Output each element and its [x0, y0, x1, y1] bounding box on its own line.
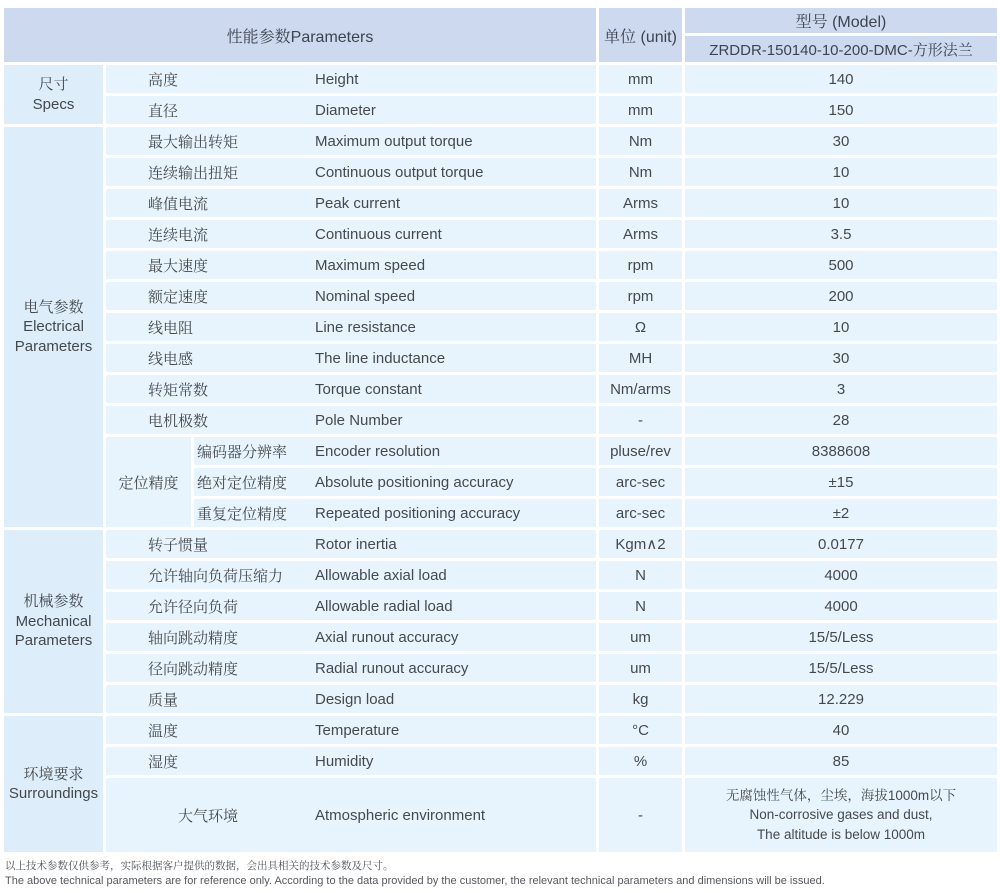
param-en: Allowable radial load: [310, 592, 596, 620]
param-zh: 大气环境: [106, 778, 310, 852]
value-cell: 15/5/Less: [685, 623, 997, 651]
param-en: Diameter: [310, 96, 596, 124]
param-zh: 电机极数: [106, 406, 310, 434]
value-cell: ±15: [685, 468, 997, 496]
param-en: Axial runout accuracy: [310, 623, 596, 651]
unit-cell: um: [599, 623, 682, 651]
category-specs: [4, 65, 103, 124]
param-en: Atmospheric environment: [310, 778, 596, 852]
param-en: Temperature: [310, 716, 596, 744]
unit-cell: N: [599, 561, 682, 589]
param-zh: 额定速度: [106, 282, 310, 310]
unit-cell: pluse/rev: [599, 437, 682, 465]
value-cell: ±2: [685, 499, 997, 527]
value-cell: [685, 778, 997, 852]
value-cell: 3: [685, 375, 997, 403]
subcategory-positioning-accuracy: 定位精度: [106, 437, 191, 527]
unit-cell: MH: [599, 344, 682, 372]
param-en: Allowable axial load: [310, 561, 596, 589]
param-zh: 绝对定位精度: [194, 468, 310, 496]
param-zh: 重复定位精度: [194, 499, 310, 527]
param-zh: 峰值电流: [106, 189, 310, 217]
param-en: Humidity: [310, 747, 596, 775]
value-cell: 200: [685, 282, 997, 310]
unit-cell: Arms: [599, 220, 682, 248]
atmos-value-line: The altitude is below 1000m: [756, 826, 926, 842]
param-zh: 高度: [106, 65, 310, 93]
value-cell: 12.229: [685, 685, 997, 713]
group-electrical: [4, 127, 997, 527]
value-cell: 10: [685, 158, 997, 186]
group-specs: [4, 65, 997, 124]
param-en: Encoder resolution: [310, 437, 596, 465]
param-zh: 轴向跳动精度: [106, 623, 310, 651]
param-zh: 允许轴向负荷压缩力: [106, 561, 310, 589]
param-en: Absolute positioning accuracy: [310, 468, 596, 496]
value-cell: 150: [685, 96, 997, 124]
value-cell: 40: [685, 716, 997, 744]
category-label-en: Mechanical Parameters: [14, 612, 93, 650]
unit-cell: mm: [599, 65, 682, 93]
param-en: Design load: [310, 685, 596, 713]
unit-header: 单位 (unit): [599, 8, 682, 62]
unit-cell: rpm: [599, 251, 682, 279]
unit-cell: Nm: [599, 158, 682, 186]
unit-cell: Kgm∧2: [599, 530, 682, 558]
category-label-en: Electrical Parameters: [14, 318, 93, 355]
param-en: Radial runout accuracy: [310, 654, 596, 682]
model-number: ZRDDR-150140-10-200-DMC-方形法兰: [685, 36, 997, 62]
param-zh: 湿度: [106, 747, 310, 775]
param-en: Nominal speed: [310, 282, 596, 310]
group-mechanical: [4, 530, 997, 713]
category-surroundings: [4, 716, 103, 852]
value-cell: 10: [685, 313, 997, 341]
param-zh: 连续电流: [106, 220, 310, 248]
param-zh: 线电阻: [106, 313, 310, 341]
unit-cell: °C: [599, 716, 682, 744]
param-en: Rotor inertia: [310, 530, 596, 558]
param-zh: 允许径向负荷: [106, 592, 310, 620]
footnote-en: The above technical parameters are for reference only. According to the data provided by the customer, the relevant technical parameters and dimensions will be issued.: [5, 875, 825, 887]
param-en: Peak current: [310, 189, 596, 217]
param-en: Height: [310, 65, 596, 93]
unit-cell: N: [599, 592, 682, 620]
param-zh: 直径: [106, 96, 310, 124]
atmos-value-line: 无腐蚀性气体，尘埃，海拔1000m以下: [725, 788, 957, 804]
value-cell: 4000: [685, 592, 997, 620]
params-header: 性能参数Parameters: [4, 8, 596, 62]
unit-cell: -: [599, 406, 682, 434]
unit-cell: arc-sec: [599, 499, 682, 527]
value-cell: 30: [685, 127, 997, 155]
param-zh: 转子惯量: [106, 530, 310, 558]
param-zh: 质量: [106, 685, 310, 713]
value-cell: 0.0177: [685, 530, 997, 558]
value-cell: 140: [685, 65, 997, 93]
value-cell: 28: [685, 406, 997, 434]
unit-cell: Nm/arms: [599, 375, 682, 403]
param-en: The line inductance: [310, 344, 596, 372]
param-zh: 连续输出扭矩: [106, 158, 310, 186]
value-cell: 85: [685, 747, 997, 775]
unit-cell: Nm: [599, 127, 682, 155]
unit-cell: Arms: [599, 189, 682, 217]
footnote-zh: 以上技术参数仅供参考，实际根据客户提供的数据，会出具相关的技术参数及尺寸。: [5, 860, 394, 872]
category-label-zh: 机械参数: [23, 593, 84, 611]
category-label-zh: 环境要求: [23, 765, 84, 783]
unit-cell: -: [599, 778, 682, 852]
param-en: Torque constant: [310, 375, 596, 403]
value-cell: 3.5: [685, 220, 997, 248]
value-cell: 15/5/Less: [685, 654, 997, 682]
unit-cell: arc-sec: [599, 468, 682, 496]
atmos-value-line: Non-corrosive gases and dust,: [749, 807, 933, 823]
model-header: 型号 (Model): [685, 8, 997, 33]
category-electrical: [4, 127, 103, 527]
unit-cell: kg: [599, 685, 682, 713]
unit-cell: %: [599, 747, 682, 775]
param-zh: 线电感: [106, 344, 310, 372]
table-header: [4, 8, 997, 62]
group-surroundings: [4, 716, 997, 852]
param-zh: 径向跳动精度: [106, 654, 310, 682]
param-zh: 最大速度: [106, 251, 310, 279]
category-label-en: Surroundings: [8, 785, 99, 802]
unit-cell: Ω: [599, 313, 682, 341]
param-zh: 最大输出转矩: [106, 127, 310, 155]
category-mechanical: [4, 530, 103, 713]
param-en: Continuous current: [310, 220, 596, 248]
value-cell: 8388608: [685, 437, 997, 465]
category-label-zh: 电气参数: [23, 298, 84, 316]
value-cell: 500: [685, 251, 997, 279]
param-en: Pole Number: [310, 406, 596, 434]
value-cell: 10: [685, 189, 997, 217]
unit-cell: rpm: [599, 282, 682, 310]
value-cell: 4000: [685, 561, 997, 589]
param-en: Maximum speed: [310, 251, 596, 279]
param-en: Maximum output torque: [310, 127, 596, 155]
category-label-zh: 尺寸: [38, 76, 69, 93]
param-zh: 转矩常数: [106, 375, 310, 403]
category-label-en: Specs: [32, 95, 75, 113]
spec-table: [4, 8, 997, 852]
value-cell: 30: [685, 344, 997, 372]
param-zh: 温度: [106, 716, 310, 744]
unit-cell: mm: [599, 96, 682, 124]
param-en: Continuous output torque: [310, 158, 596, 186]
param-en: Line resistance: [310, 313, 596, 341]
unit-cell: um: [599, 654, 682, 682]
param-zh: 编码器分辨率: [194, 437, 310, 465]
param-en: Repeated positioning accuracy: [310, 499, 596, 527]
